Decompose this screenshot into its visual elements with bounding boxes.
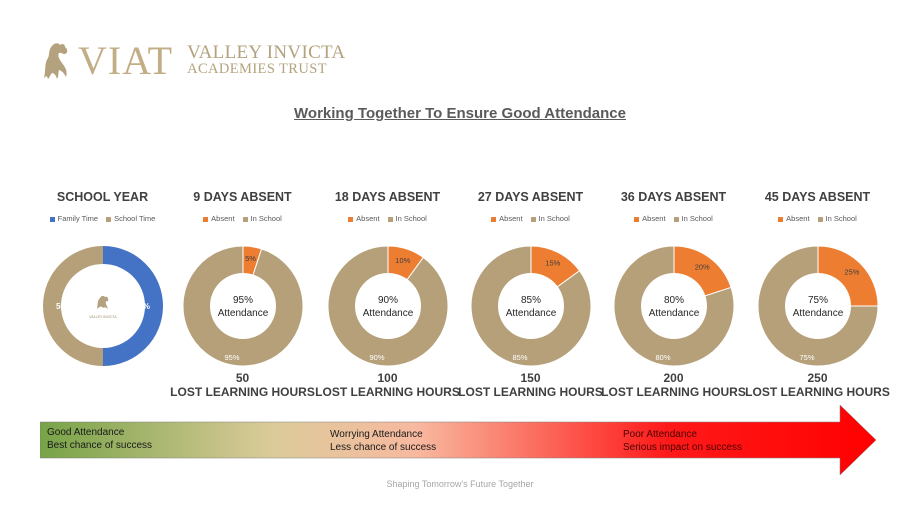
attendance-donut <box>468 243 594 369</box>
center-attendance-pct: 80% <box>663 295 684 306</box>
attendance-donut <box>325 243 451 369</box>
center-attendance-label: Attendance <box>792 308 843 319</box>
trust-logo <box>38 38 345 84</box>
legend-item-in-school <box>818 214 857 226</box>
chart-title: 36 DAYS ABSENT <box>620 190 727 204</box>
lost-hours-value: 100 <box>377 371 398 385</box>
school-year-column <box>30 188 175 369</box>
lost-hours-label: LOST LEARNING HOURS <box>315 385 460 399</box>
chart-legend <box>30 214 175 226</box>
center-attendance-label: Attendance <box>505 308 556 319</box>
center-attendance-label: Attendance <box>648 308 699 319</box>
gradient-arrow-shape <box>40 405 880 475</box>
chart-legend <box>315 214 460 226</box>
zone-worrying-title: Worrying Attendance <box>330 429 423 440</box>
lost-hours-value: 200 <box>663 371 684 385</box>
chart-legend <box>601 214 746 226</box>
legend-swatch <box>388 217 393 222</box>
legend-swatch <box>348 217 353 222</box>
attendance-donut <box>611 243 737 369</box>
school-year-donut <box>40 243 166 369</box>
absence-column-18-days <box>315 188 460 399</box>
legend-label: In School <box>681 214 713 223</box>
zone-good-title: Good Attendance <box>47 427 125 438</box>
chart-legend <box>458 214 603 226</box>
attendance-scale-arrow <box>40 405 880 475</box>
zone-good-desc: Best chance of success <box>47 440 153 451</box>
legend-label: Absent <box>211 214 235 223</box>
data-label-absent: 10% <box>394 255 410 265</box>
lost-hours-value: 50 <box>235 371 250 385</box>
data-label-absent: 25% <box>843 267 859 277</box>
legend-swatch <box>674 217 679 222</box>
center-attendance-pct: 85% <box>520 295 541 306</box>
legend-item-absent <box>491 214 522 226</box>
attendance-donut <box>755 243 881 369</box>
legend-item-in-school <box>243 214 282 226</box>
data-label-absent: 15% <box>544 258 560 268</box>
center-attendance-label: Attendance <box>362 308 413 319</box>
legend-swatch <box>243 217 248 222</box>
donut-hole <box>785 273 851 339</box>
lost-hours-label: LOST LEARNING HOURS <box>745 385 890 399</box>
absence-column-45-days <box>745 188 890 399</box>
chart-title: 9 DAYS ABSENT <box>193 190 292 204</box>
donut-hole <box>210 273 276 339</box>
legend-swatch <box>634 217 639 222</box>
legend-item-absent <box>348 214 379 226</box>
legend-item-in-school <box>388 214 427 226</box>
logo-subtitle <box>187 44 345 78</box>
legend-item-in-school <box>674 214 713 226</box>
legend-item-absent <box>203 214 234 226</box>
horse-emblem-icon <box>38 40 72 82</box>
zone-worrying-desc: Less chance of success <box>330 442 437 453</box>
donut-hole <box>498 273 564 339</box>
zone-poor-title: Poor Attendance <box>623 429 697 440</box>
legend-label: Absent <box>356 214 380 223</box>
footer-tagline: Shaping Tomorrow's Future Together <box>386 479 534 489</box>
lost-hours-label: LOST LEARNING HOURS <box>601 385 746 399</box>
center-attendance-pct: 90% <box>377 295 398 306</box>
center-attendance-pct: 75% <box>807 295 828 306</box>
legend-item-family <box>50 214 98 226</box>
lost-hours-label: LOST LEARNING HOURS <box>458 385 603 399</box>
lost-hours-value: 250 <box>807 371 828 385</box>
donut-hole <box>641 273 707 339</box>
data-label-in-school: 75% <box>798 353 815 362</box>
legend-label: In School <box>250 214 282 223</box>
chart-title: 18 DAYS ABSENT <box>334 190 441 204</box>
legend-item-in-school <box>531 214 570 226</box>
lost-hours-value: 150 <box>520 371 541 385</box>
legend-item-absent <box>634 214 665 226</box>
logo-line2: ACADEMIES TRUST <box>187 61 327 77</box>
legend-item-school <box>106 214 155 226</box>
absence-column-36-days <box>601 188 746 399</box>
center-attendance-pct: 95% <box>232 295 253 306</box>
data-label-in-school: 80% <box>654 353 671 362</box>
data-label-in-school: 85% <box>511 353 528 362</box>
chart-title: 45 DAYS ABSENT <box>764 190 871 204</box>
legend-swatch <box>818 217 823 222</box>
zone-poor-desc: Serious impact on success <box>623 442 742 453</box>
chart-legend <box>745 214 890 226</box>
legend-item-absent <box>778 214 809 226</box>
legend-label: Absent <box>642 214 666 223</box>
chart-title: SCHOOL YEAR <box>56 190 149 204</box>
legend-swatch <box>531 217 536 222</box>
logo-wordmark: VIAT <box>78 38 174 83</box>
zone-poor <box>623 428 742 454</box>
data-label-in-school: 95% <box>223 353 240 362</box>
legend-label: School Time <box>114 214 156 223</box>
donut-hole <box>355 273 421 339</box>
legend-swatch <box>491 217 496 222</box>
chart-legend <box>170 214 315 226</box>
attendance-donut <box>180 243 306 369</box>
legend-label: In School <box>825 214 857 223</box>
zone-worrying <box>330 428 436 454</box>
lost-hours-label: LOST LEARNING HOURS <box>170 385 315 399</box>
absence-column-27-days <box>458 188 603 399</box>
legend-label: Absent <box>499 214 523 223</box>
legend-swatch <box>50 217 55 222</box>
legend-label: Absent <box>786 214 810 223</box>
data-label-school-time: 50% <box>55 302 72 311</box>
legend-swatch <box>106 217 111 222</box>
legend-label: In School <box>538 214 570 223</box>
absence-column-9-days <box>170 188 315 399</box>
legend-swatch <box>778 217 783 222</box>
data-label-family-time: 50% <box>133 302 150 311</box>
zone-good <box>47 426 152 452</box>
legend-swatch <box>203 217 208 222</box>
legend-label: Family Time <box>57 214 99 223</box>
data-label-absent: 5% <box>244 254 256 264</box>
center-crest-text: VALLEY INVICTA <box>88 315 117 319</box>
center-attendance-label: Attendance <box>217 308 268 319</box>
page-title: Working Together To Ensure Good Attendance <box>294 105 626 122</box>
data-label-absent: 20% <box>694 262 710 272</box>
chart-title: 27 DAYS ABSENT <box>477 190 584 204</box>
logo-line1: VALLEY INVICTA <box>187 42 346 63</box>
data-label-in-school: 90% <box>368 353 385 362</box>
legend-label: In School <box>395 214 427 223</box>
